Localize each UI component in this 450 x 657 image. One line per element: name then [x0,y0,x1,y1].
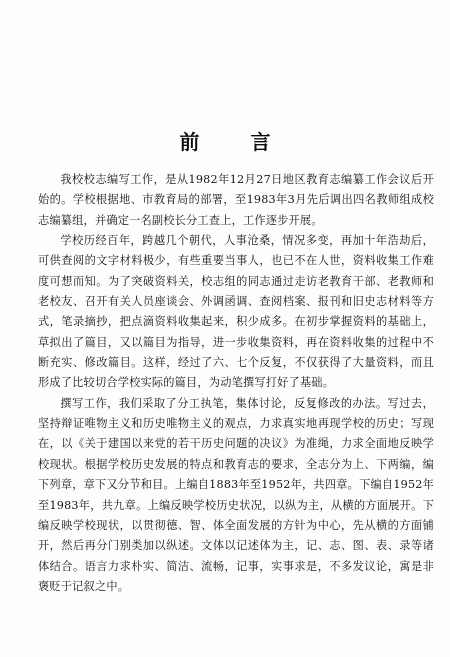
paragraph-2: 学校历经百年，跨越几个朝代，人事沧桑，情况多变，再加十年浩劫后，可供查阅的文字材料极少，有些重要当事人，也已不在人世，资料收集工作难度可想而知。为了突破资料关，校志组的同志通过走访老教育干部、老教师和老校友、召开有关人员座谈会、外调函调、查阅档案、报刊和旧史志材料等方式，笔录摘抄，把点滴资料收集起来，积少成多。在初步掌握资料的基础上，草拟出了篇目，又以篇目为指导，进一步收集资料，再在资料收集的过程中不断充实、修改篇目。这样，经过了六、七个反复，不仅获得了大量资料，而且形成了比较切合学校实际的篇目，为动笔撰写打好了基础。 [38,234,434,390]
paragraph-1: 我校校志编写工作，是从1982年12月27日地区教育志编纂工作会议后开始的。学校根据地、市教育局的部署，至1983年3月先后调出四名教师组成校志编纂组，并确定一名副校长分工查上，工作逐步开展。 [38,173,434,227]
page-title: 前 言 [179,130,293,154]
paragraph-3: 撰写工作，我们采取了分工执笔，集体讨论，反复修改的办法。写过去，坚持辩证唯物主义和历史唯物主义的观点，力求真实地再现学校的历史；写现在，以《关于建国以来党的若干历史问题的决议》为准绳，力求全面地反映学校现状。根据学校历史发展的特点和教育志的要求，全志分为上、下两编，编下列章，章下又分节和目。上编自1883年至1952年，共四章。下编自1952年至1983年，共九章。上编反映学校历史状况，以纵为主，从横的方面展开。下编反映学校现状，以贯彻德、智、体全面发展的方针为中心，先从横的方面铺开，然后再分门别类加以纵述。文体以记述体为主，记、志、图、表、录等诸体结合。语言力求朴实、简洁、流畅，记事，实事求是，不多发议论，寓是非褒贬于记叙之中。 [38,396,434,593]
body-text [38,170,434,597]
